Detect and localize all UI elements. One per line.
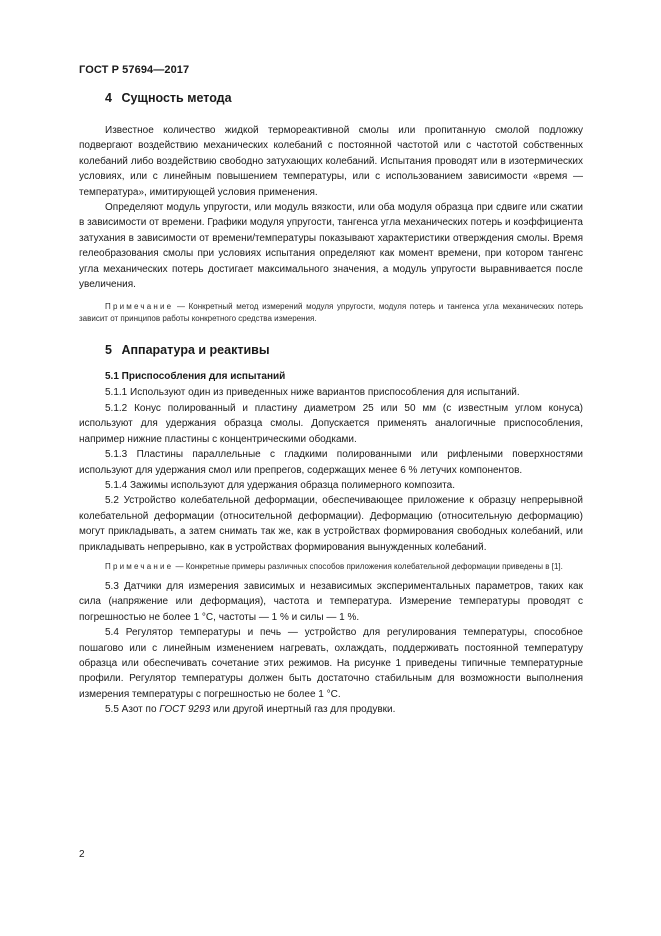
page-body xyxy=(79,91,583,718)
paragraph: 5.1.2 Конус полированный и пластину диаметром 25 или 50 мм (с известным углом конуса) используют для удержания образца смолы. Допускается применять аналогичные приспособления, например нижние пластины с концентрическими ободками. xyxy=(79,402,583,445)
paragraph: 5.3 Датчики для измерения зависимых и независимых экспериментальных параметров, таких как сила (напряжение или деформация), частота и температура. Измерение температуры проводят с погрешностью не более 1 °С, частоты — 1 % и силы — 1 %. xyxy=(79,580,583,623)
note-text: — Конкретные примеры различных способов приложения колебательной деформации приведены в [1]. xyxy=(173,561,563,571)
paragraph: Известное количество жидкой термореактивной смолы или пропитанную смолой подложку подвергают воздействию механических колебаний с постоянной частотой или с частотой собственных колебаний либо воздействию свободно затухающих колебаний. Испытания проводят или в изотермических условиях, или с линейным повышением температуры, или с использованием зависимости «время — температура», имитирующей условия применения. xyxy=(79,125,583,198)
standard-reference: ГОСТ 9293 xyxy=(159,704,211,716)
paragraph: Определяют модуль упругости, или модуль вязкости, или оба модуля образца при сдвиге или сжатии в зависимости от времени. Графики модуля упругости, тангенса угла механических потерь и коэффициента затухания в зависимости от времени/температуры показывают характеристики отверждения смолы. Время гелеобразования смолы при условиях испытания определяют как момент времени, при котором тангенс угла механических потерь достигает максимального значения, а модуль упругости выравнивается после увеличения. xyxy=(79,202,583,291)
paragraph: 5.5 Азот по ГОСТ 9293 или другой инертный газ для продувки. xyxy=(105,704,396,716)
document-header: ГОСТ Р 57694—2017 xyxy=(79,64,190,76)
section-number: 4 xyxy=(105,91,112,105)
paragraph: 5.4 Регулятор температуры и печь — устройство для регулирования температуры, способное пошагово или с линейным изменением нагревать, охлаждать, поддерживать постоянной температуру образца или обеспечивать сочетание этих режимов. На рисунке 1 приведены типичные температурные профили. Регулятор температуры должен быть достаточно стабильным для возможности выполнения измерения температуры с погрешностью не более 1 °С. xyxy=(79,627,583,700)
section-number: 5 xyxy=(105,343,112,358)
note xyxy=(79,561,583,573)
section-5-heading xyxy=(105,343,583,357)
section-title: Сущность метода xyxy=(121,91,232,105)
paragraph: 5.1.4 Зажимы используют для удержания образца полимерного композита. xyxy=(105,479,456,491)
page-number: 2 xyxy=(79,849,85,860)
note-label: Примечание xyxy=(105,561,174,571)
paragraph: 5.1.1 Используют один из приведенных ниже вариантов приспособления для испытаний. xyxy=(105,387,520,399)
note xyxy=(79,301,583,325)
paragraph: 5.1.3 Пластины параллельные с гладкими полированными или рифлеными поверхностями используют для удержания смол или препрегов, содержащих менее 6 % летучих компонентов. xyxy=(79,449,583,476)
note-text: — Конкретный метод измерений модуля упругости, модуля потерь и тангенса угла механических потерь зависит от принципов работы конкретного средства измерения. xyxy=(79,302,583,324)
subsection-5-1-heading: 5.1 Приспособления для испытаний xyxy=(105,371,286,383)
section-title: Аппаратура и реактивы xyxy=(121,343,270,358)
section-4-heading xyxy=(105,91,583,105)
note-label: Примечание xyxy=(105,302,174,312)
paragraph: 5.2 Устройство колебательной деформации, обеспечивающее приложение к образцу непрерывной колебательной деформации (относительной деформации). Деформацию (относительную деформацию) могут прикладывать, а затем снимать так же, как в устройствах формирования свободных колебаний, или прикладывать непрерывно, как в устройствах формирования вынужденных колебаний. xyxy=(79,495,583,553)
